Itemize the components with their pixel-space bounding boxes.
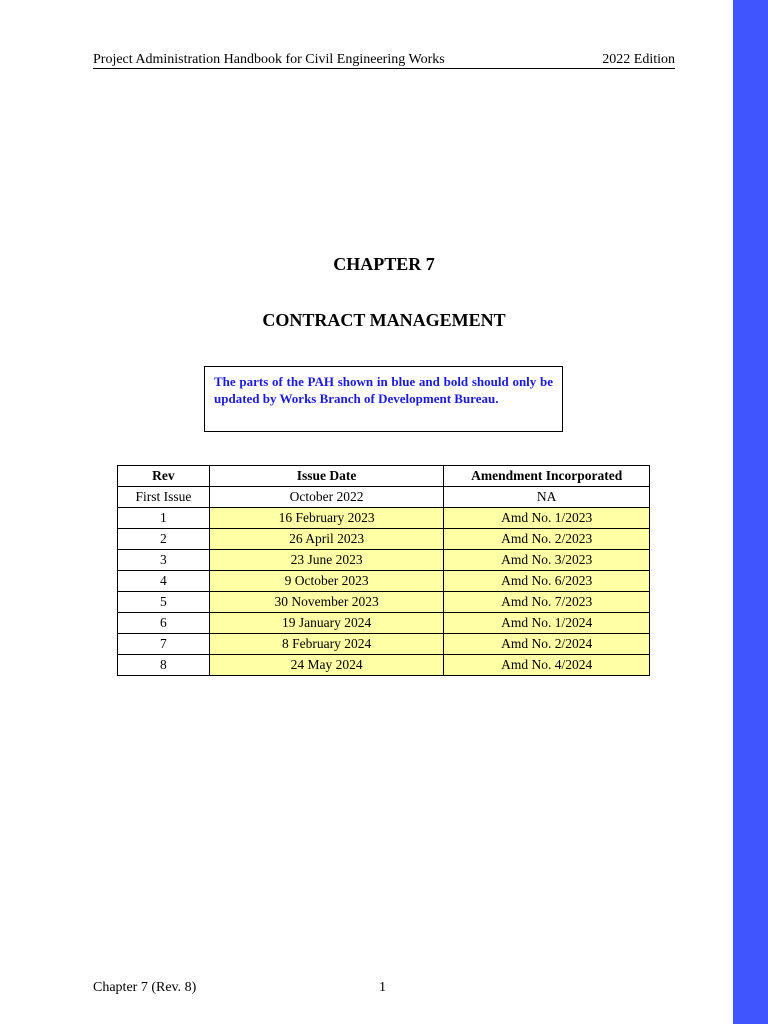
rev-cell: 3 (118, 550, 210, 571)
table-row (118, 655, 650, 676)
amendment-cell: Amd No. 6/2023 (444, 571, 650, 592)
amendment-cell: Amd No. 1/2024 (444, 613, 650, 634)
table-row (118, 550, 650, 571)
table-row (118, 592, 650, 613)
update-notice-box: The parts of the PAH shown in blue and bold should only be updated by Works Branch of Development Bureau. (204, 366, 563, 432)
rev-cell: First Issue (118, 487, 210, 508)
rev-cell: 2 (118, 529, 210, 550)
issue-date-cell: October 2022 (209, 487, 444, 508)
side-bar (733, 0, 768, 1024)
table-row (118, 487, 650, 508)
table-row (118, 571, 650, 592)
amendment-cell: Amd No. 3/2023 (444, 550, 650, 571)
amendment-cell: Amd No. 4/2024 (444, 655, 650, 676)
rev-cell: 8 (118, 655, 210, 676)
issue-date-cell: 16 February 2023 (209, 508, 444, 529)
amendment-cell: Amd No. 1/2023 (444, 508, 650, 529)
rev-cell: 1 (118, 508, 210, 529)
issue-date-cell: 19 January 2024 (209, 613, 444, 634)
header-amendment: Amendment Incorporated (444, 466, 650, 487)
rev-cell: 5 (118, 592, 210, 613)
amendment-cell: Amd No. 2/2024 (444, 634, 650, 655)
issue-date-cell: 9 October 2023 (209, 571, 444, 592)
edition-label: 2022 Edition (602, 52, 675, 67)
amendment-cell: NA (444, 487, 650, 508)
header-rev: Rev (118, 466, 210, 487)
rev-cell: 7 (118, 634, 210, 655)
footer-chapter-rev: Chapter 7 (Rev. 8) (93, 980, 197, 995)
header-issue-date: Issue Date (209, 466, 444, 487)
footer-page-number: 1 (379, 980, 386, 995)
table-header-row (118, 466, 650, 487)
rev-cell: 6 (118, 613, 210, 634)
amendment-cell: Amd No. 7/2023 (444, 592, 650, 613)
chapter-number: CHAPTER 7 (333, 254, 435, 274)
issue-date-cell: 23 June 2023 (209, 550, 444, 571)
revision-table (117, 465, 650, 676)
handbook-title: Project Administration Handbook for Civil Engineering Works (93, 52, 445, 67)
table-row (118, 508, 650, 529)
issue-date-cell: 26 April 2023 (209, 529, 444, 550)
table-row (118, 529, 650, 550)
rev-cell: 4 (118, 571, 210, 592)
table-row (118, 634, 650, 655)
issue-date-cell: 24 May 2024 (209, 655, 444, 676)
amendment-cell: Amd No. 2/2023 (444, 529, 650, 550)
issue-date-cell: 8 February 2024 (209, 634, 444, 655)
chapter-title: CONTRACT MANAGEMENT (262, 310, 506, 330)
issue-date-cell: 30 November 2023 (209, 592, 444, 613)
page-header (93, 51, 675, 69)
table-row (118, 613, 650, 634)
